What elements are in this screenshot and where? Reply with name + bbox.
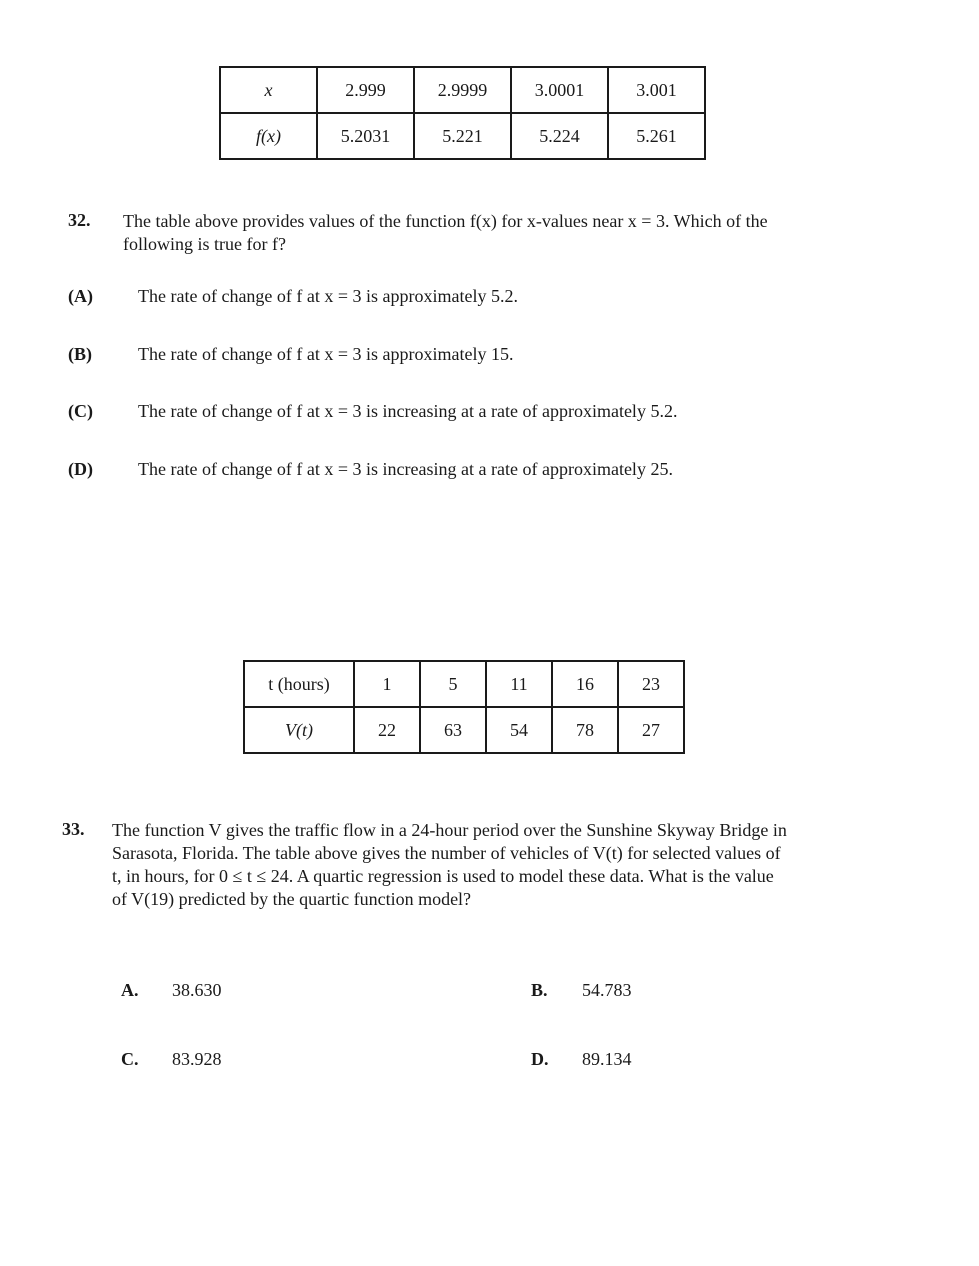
q33-values-table: [243, 660, 685, 754]
table-header-fx: f(x): [220, 113, 317, 159]
question-33-text: [112, 819, 912, 911]
option-b-text[interactable]: The rate of change of f at x = 3 is approximately 15.: [138, 344, 514, 364]
table-cell: 5: [420, 661, 486, 707]
table-cell: 78: [552, 707, 618, 753]
table-cell: 5.221: [414, 113, 511, 159]
question-33-line: Sarasota, Florida. The table above gives the number of vehicles of V(t) for selected values of: [112, 843, 781, 863]
table-header-vt: V(t): [244, 707, 354, 753]
question-32-line: The table above provides values of the function f(x) for x-values near x = 3. Which of the: [123, 211, 768, 231]
table-cell: 5.224: [511, 113, 608, 159]
table-header-x: x: [220, 67, 317, 113]
table-cell: 5.2031: [317, 113, 414, 159]
table-cell: 3.0001: [511, 67, 608, 113]
option-c-text[interactable]: The rate of change of f at x = 3 is increasing at a rate of approximately 5.2.: [138, 401, 678, 421]
table-cell: 22: [354, 707, 420, 753]
table-cell: 11: [486, 661, 552, 707]
table-cell: 3.001: [608, 67, 705, 113]
q32-values-table: [219, 66, 706, 160]
question-33-line: of V(19) predicted by the quartic function model?: [112, 889, 472, 909]
table-row: [220, 113, 705, 159]
option-b-value[interactable]: 54.783: [582, 980, 632, 1000]
option-d-text[interactable]: The rate of change of f at x = 3 is increasing at a rate of approximately 25.: [138, 459, 673, 479]
question-33-line: t, in hours, for 0 ≤ t ≤ 24. A quartic regression is used to model these data. What is the value: [112, 866, 774, 886]
table-cell: 1: [354, 661, 420, 707]
table-cell: 5.261: [608, 113, 705, 159]
table-cell: 23: [618, 661, 684, 707]
question-33-line: The function V gives the traffic flow in a 24-hour period over the Sunshine Skyway Bridge in: [112, 820, 787, 840]
question-32-line: following is true for f?: [123, 234, 286, 254]
option-b-letter: (B): [68, 344, 92, 364]
table-row: [244, 661, 684, 707]
option-c-letter: (C): [68, 401, 93, 421]
table-cell: 63: [420, 707, 486, 753]
option-a-letter: A.: [121, 980, 139, 1000]
option-d-value[interactable]: 89.134: [582, 1049, 632, 1069]
table-row: [220, 67, 705, 113]
table-cell: 16: [552, 661, 618, 707]
option-c-letter: C.: [121, 1049, 139, 1069]
table-row: [244, 707, 684, 753]
question-32-text: [123, 210, 903, 256]
question-33-number: 33.: [62, 819, 85, 839]
option-d-letter: D.: [531, 1049, 549, 1069]
table-header-t: t (hours): [244, 661, 354, 707]
option-a-letter: (A): [68, 286, 93, 306]
table-cell: 2.999: [317, 67, 414, 113]
table-cell: 27: [618, 707, 684, 753]
option-c-value[interactable]: 83.928: [172, 1049, 222, 1069]
option-a-text[interactable]: The rate of change of f at x = 3 is approximately 5.2.: [138, 286, 519, 306]
table-cell: 2.9999: [414, 67, 511, 113]
table-cell: 54: [486, 707, 552, 753]
option-b-letter: B.: [531, 980, 548, 1000]
question-32-number: 32.: [68, 210, 91, 230]
option-d-letter: (D): [68, 459, 93, 479]
option-a-value[interactable]: 38.630: [172, 980, 222, 1000]
